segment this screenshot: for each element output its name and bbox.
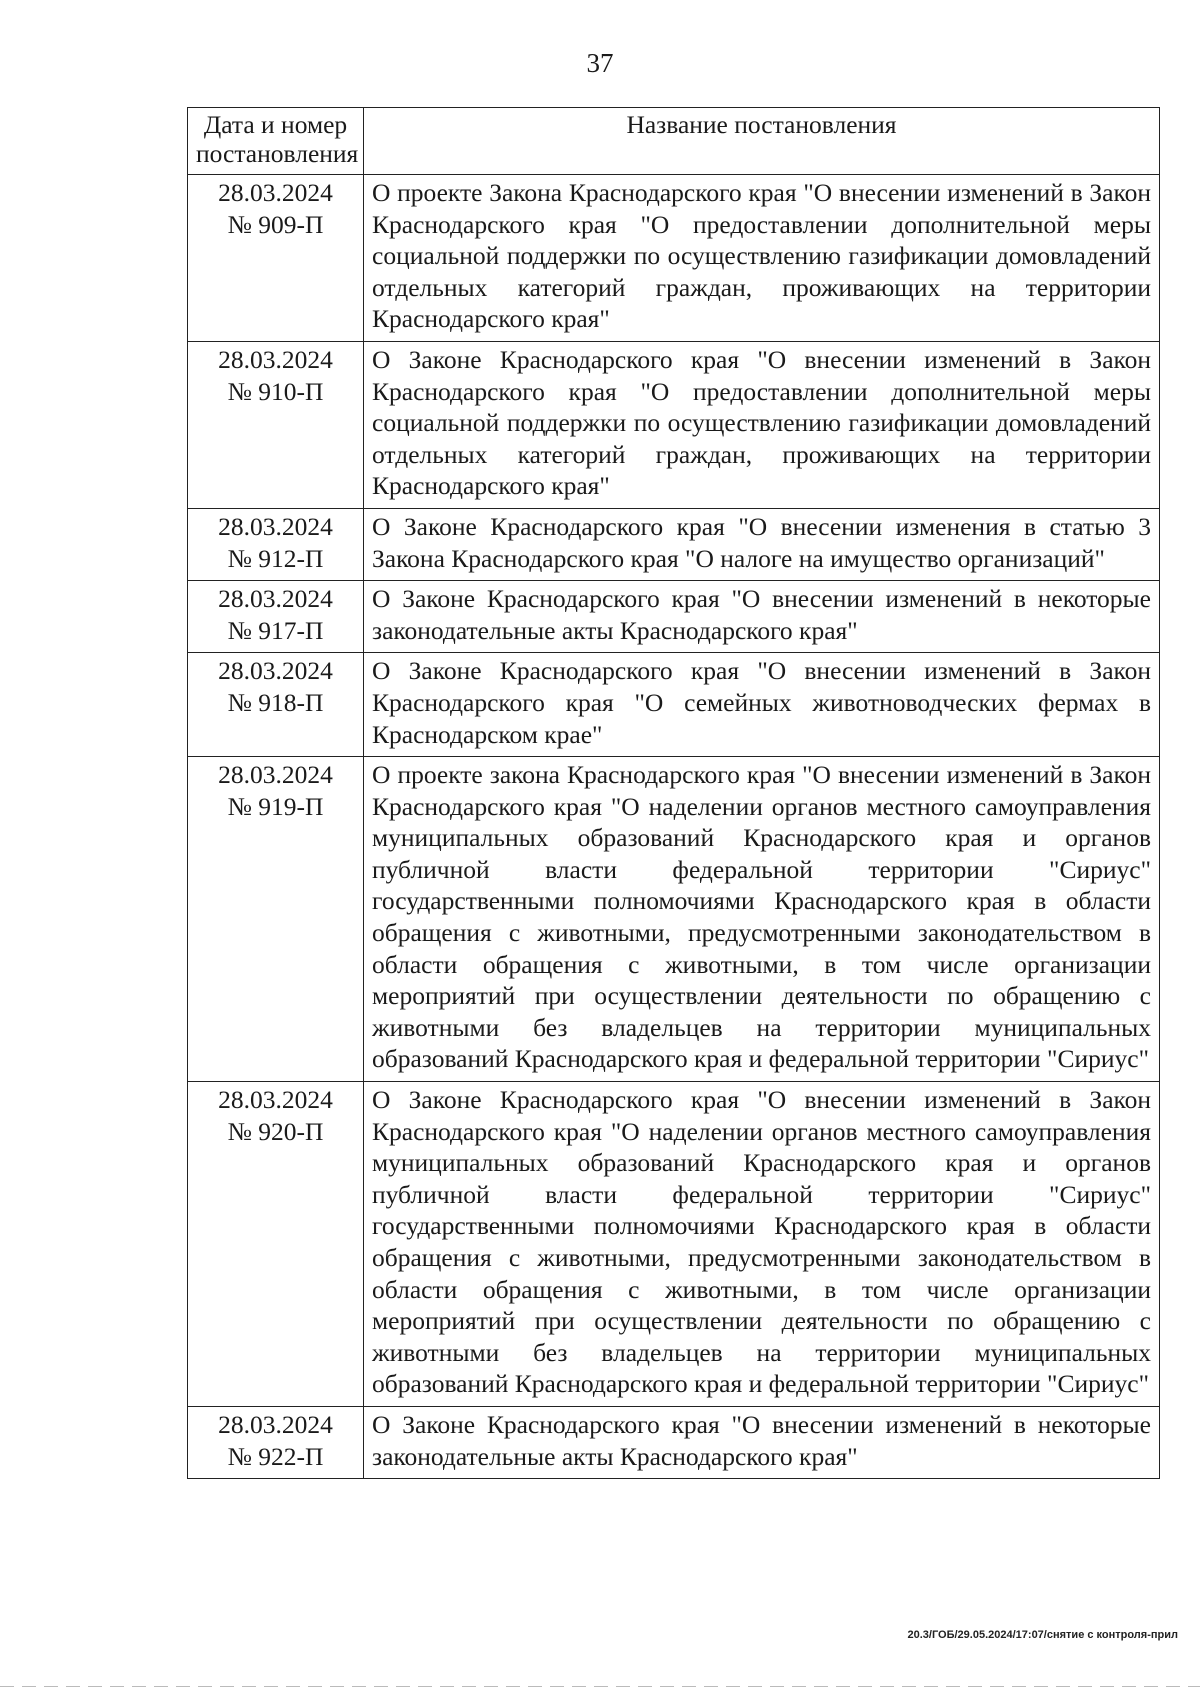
resolution-date-number-cell: [188, 508, 364, 580]
resolution-title: О Законе Краснодарского края "О внесении изменений в некоторые законодательные акты Краснодарского края": [364, 581, 1160, 653]
registration-stamp: 20.3/ГОБ/29.05.2024/17:07/снятие с контроля-прил: [907, 1629, 1178, 1641]
resolution-title: О Законе Краснодарского края "О внесении изменений в Закон Краснодарского края "О семейных животноводческих фермах в Краснодарском крае": [364, 653, 1160, 757]
table-row: [188, 508, 1160, 580]
resolution-number: № 922-П: [227, 1441, 324, 1471]
resolution-title: О Законе Краснодарского края "О внесении изменений в Закон Краснодарского края "О наделении органов местного самоуправления муниципальных образований Краснодарского края и органов публичной власти федеральной территории "Сириус" государственными полномочиями Краснодарского края в области обращения с животными, предусмотренными законодательством в области обращения с животными, в том числе организации мероприятий при осуществлении деятельности по обращению с животными без владельцев на территории муниципальных образований Краснодарского края и федеральной территории "Сириус": [364, 1082, 1160, 1407]
resolution-date: 28.03.2024: [218, 178, 333, 207]
table-row: [188, 653, 1160, 757]
resolution-date: 28.03.2024: [218, 1085, 333, 1115]
resolution-date: 28.03.2024: [218, 656, 333, 686]
resolution-title: О Законе Краснодарского края "О внесении изменений в Закон Краснодарского края "О предоставлении дополнительной меры социальной поддержки по осуществлению газификации домовладений отдельных категорий граждан, проживающих на территории Краснодарского края": [364, 341, 1160, 508]
table-row: [188, 1406, 1160, 1478]
resolution-date-number-cell: [188, 175, 364, 342]
header-date-number: Дата и номер постановления: [188, 108, 364, 175]
resolution-title: О проекте закона Краснодарского края "О внесении изменений в Закон Краснодарского края "О наделении органов местного самоуправления муниципальных образований Краснодарского края и органов публичной власти федеральной территории "Сириус" государственными полномочиями Краснодарского края в области обращения с животными, предусмотренными законодательством в области обращения с животными, в том числе организации мероприятий при осуществлении деятельности по обращению с животными без владельцев на территории муниципальных образований Краснодарского края и федеральной территории "Сириус": [364, 757, 1160, 1082]
resolution-date-number-cell: [188, 757, 364, 1082]
resolution-title: О проекте Закона Краснодарского края "О внесении изменений в Закон Краснодарского края "О предоставлении дополнительной меры социальной поддержки по осуществлению газификации домовладений отдельных категорий граждан, проживающих на территории Краснодарского края": [364, 175, 1160, 342]
resolution-date: 28.03.2024: [218, 760, 333, 790]
resolution-number: № 920-П: [227, 1116, 324, 1146]
resolution-title: О Законе Краснодарского края "О внесении изменения в статью 3 Закона Краснодарского края "О налоге на имущество организаций": [364, 508, 1160, 580]
table-row: [188, 581, 1160, 653]
resolution-date-number-cell: [188, 581, 364, 653]
table-row: [188, 341, 1160, 508]
table-row: [188, 175, 1160, 342]
resolution-number: № 910-П: [227, 376, 324, 406]
table-row: [188, 1082, 1160, 1407]
resolutions-table: [187, 107, 1160, 1479]
resolution-date-number-cell: [188, 1082, 364, 1407]
scan-edge-line: [0, 1686, 1200, 1687]
resolution-date: 28.03.2024: [218, 344, 333, 374]
resolution-date: 28.03.2024: [218, 511, 333, 541]
resolution-number: № 919-П: [227, 791, 324, 821]
resolution-date-number-cell: [188, 1406, 364, 1478]
resolution-date: 28.03.2024: [218, 584, 333, 614]
resolution-number: № 918-П: [227, 687, 324, 717]
resolution-title: О Законе Краснодарского края "О внесении изменений в некоторые законодательные акты Краснодарского края": [364, 1406, 1160, 1478]
table-body: [188, 175, 1160, 1479]
resolution-date-number-cell: [188, 341, 364, 508]
table-row: [188, 757, 1160, 1082]
page-number: 37: [586, 48, 614, 78]
resolution-date: 28.03.2024: [218, 1409, 333, 1439]
table-header-row: [188, 108, 1160, 175]
resolution-number: № 917-П: [227, 615, 324, 645]
header-resolution-title: Название постановления: [364, 108, 1160, 175]
resolution-number: № 909-П: [227, 209, 324, 239]
resolution-number: № 912-П: [227, 543, 324, 573]
resolution-date-number-cell: [188, 653, 364, 757]
